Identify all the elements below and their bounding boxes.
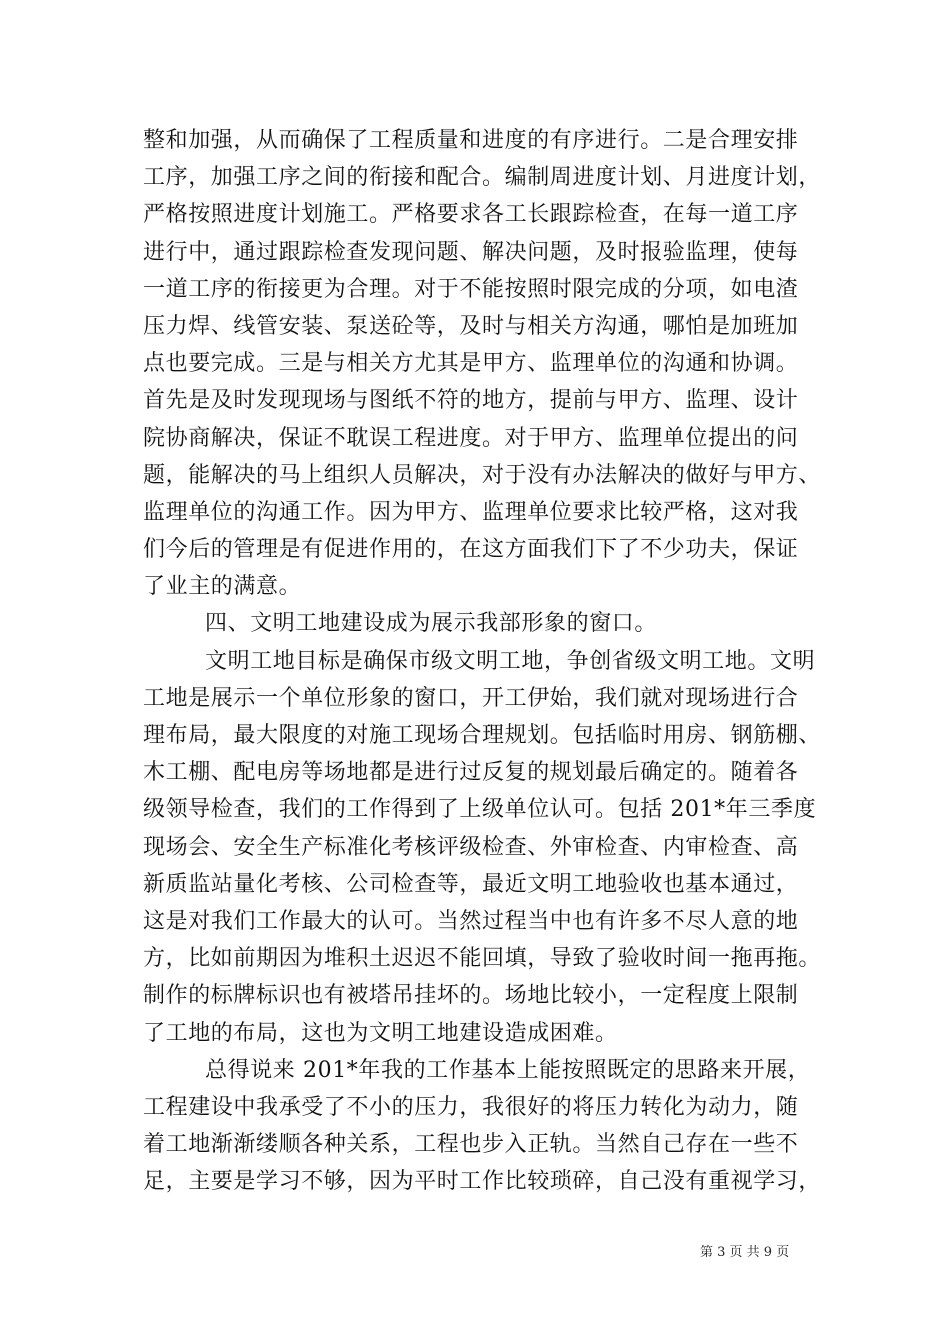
text-line: 这是对我们工作最大的认可。当然过程当中也有许多不尽人意的地 [143, 908, 799, 934]
section-heading: 四、文明工地建设成为展示我部形象的窗口。 [205, 611, 658, 637]
text-line: 现场会、安全生产标准化考核评级检查、外审检查、内审检查、高 [143, 834, 799, 860]
text-line: 院协商解决，保证不耽误工程进度。对于甲方、监理单位提出的问 [143, 425, 799, 451]
text-line: 足，主要是学习不够，因为平时工作比较琐碎，自己没有重视学习， [143, 1169, 822, 1195]
text-line: 文明工地目标是确保市级文明工地，争创省级文明工地。文明 [205, 648, 816, 674]
page-number-footer: 第 3 页 共 9 页 [700, 1245, 790, 1260]
text-line: 理布局，最大限度的对施工现场合理规划。包括临时用房、钢筋棚、 [143, 723, 822, 748]
text-line: 着工地渐渐缕顺各种关系，工程也步入正轨。当然自己存在一些不 [143, 1132, 799, 1158]
text-line: 制作的标牌标识也有被塔吊挂坏的。场地比较小，一定程度上限制 [143, 983, 799, 1009]
text-line: 了工地的布局，这也为文明工地建设造成困难。 [143, 1020, 618, 1046]
text-line: 首先是及时发现现场与图纸不符的地方，提前与甲方、监理、设计 [143, 388, 799, 414]
text-line: 题，能解决的马上组织人员解决，对于没有办法解决的做好与甲方、 [143, 462, 822, 488]
text-line: 工程建设中我承受了不小的压力，我很好的将压力转化为动力，随 [143, 1094, 799, 1120]
text-line: 新质监站量化考核、公司检查等，最近文明工地验收也基本通过， [143, 871, 799, 897]
text-line: 整和加强，从而确保了工程质量和进度的有序进行。二是合理安排 [143, 128, 799, 153]
text-line: 级领导检查，我们的工作得到了上级单位认可。包括 201*年三季度 [143, 797, 817, 823]
text-line: 总得说来 201*年我的工作基本上能按照既定的思路来开展， [205, 1057, 811, 1083]
text-line: 一道工序的衔接更为合理。对于不能按照时限完成的分项，如电渣 [143, 276, 799, 302]
text-line: 点也要完成。三是与相关方尤其是甲方、监理单位的沟通和协调。 [143, 351, 799, 377]
text-line: 工序，加强工序之间的衔接和配合。编制周进度计划、月进度计划， [143, 165, 822, 191]
body-text [143, 122, 823, 1200]
text-line: 严格按照进度计划施工。严格要求各工长跟踪检查，在每一道工序 [143, 202, 799, 228]
text-line: 方，比如前期因为堆积土迟迟不能回填，导致了验收时间一拖再拖。 [143, 946, 822, 972]
text-line: 进行中，通过跟踪检查发现问题、解决问题，及时报验监理，使每 [143, 239, 799, 265]
text-line: 压力焊、线管安装、泵送砼等，及时与相关方沟通，哪怕是加班加 [143, 313, 799, 339]
text-line: 木工棚、配电房等场地都是进行过反复的规划最后确定的。随着各 [143, 760, 799, 786]
text-line: 监理单位的沟通工作。因为甲方、监理单位要求比较严格，这对我 [143, 499, 799, 525]
text-line: 工地是展示一个单位形象的窗口，开工伊始，我们就对现场进行合 [143, 685, 799, 711]
text-line: 了业主的满意。 [143, 574, 302, 600]
text-line: 们今后的管理是有促进作用的，在这方面我们下了不少功夫，保证 [143, 537, 799, 563]
